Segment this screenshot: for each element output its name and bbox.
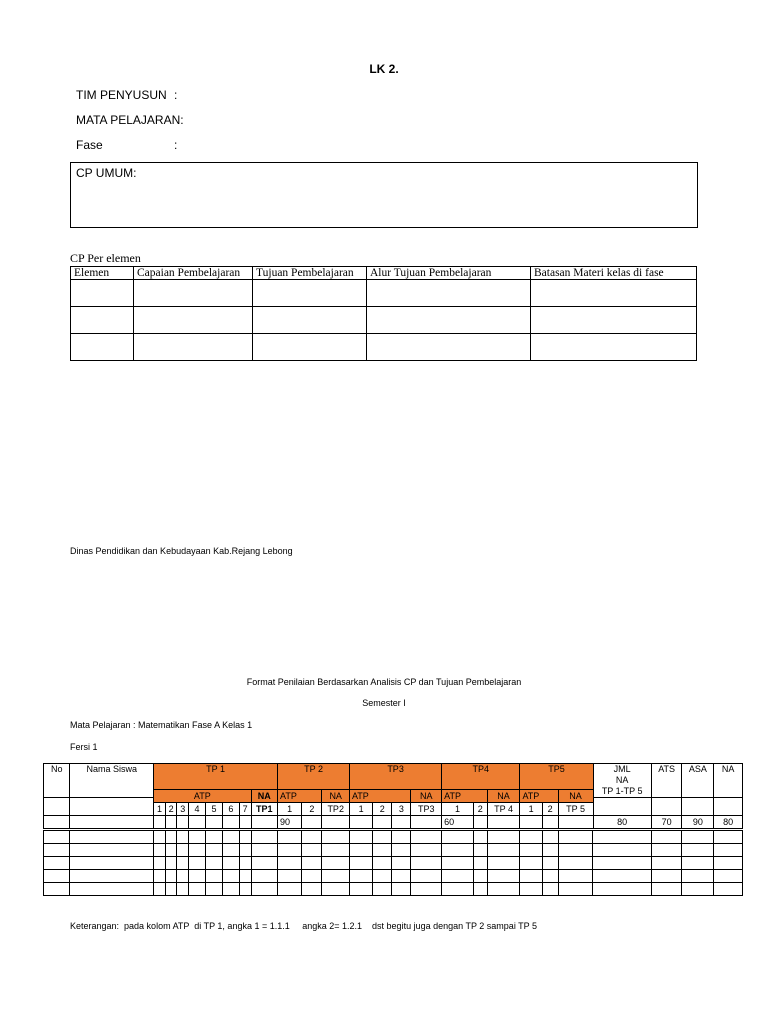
tp1-na: NA: [251, 790, 277, 803]
tp4-atp-2: 2: [473, 803, 487, 816]
tp3-atp-2: 2: [373, 803, 392, 816]
table-cell[interactable]: [322, 816, 350, 829]
table-cell[interactable]: [239, 883, 251, 896]
header-tp3: TP3: [350, 764, 442, 798]
table-cell[interactable]: [44, 831, 70, 844]
table-cell[interactable]: [70, 857, 154, 870]
table-cell[interactable]: [367, 280, 531, 307]
table-cell[interactable]: [277, 883, 301, 896]
table-cell[interactable]: [251, 844, 277, 857]
tp5-na: NA: [558, 790, 593, 803]
table-cell[interactable]: [253, 334, 367, 361]
header-na: NA: [714, 764, 743, 798]
table-cell[interactable]: [714, 883, 743, 896]
table-cell[interactable]: [373, 870, 392, 883]
table-cell[interactable]: [682, 857, 714, 870]
tp1-atp-4: 4: [189, 803, 206, 816]
table-cell[interactable]: [205, 831, 222, 844]
table-row: [44, 870, 743, 883]
table-cell[interactable]: [222, 870, 239, 883]
table-cell[interactable]: [165, 816, 177, 829]
table-cell[interactable]: [682, 844, 714, 857]
table-cell[interactable]: [714, 857, 743, 870]
table-cell[interactable]: [44, 870, 70, 883]
table-cell[interactable]: [473, 844, 487, 857]
tp1-atp-5: 5: [205, 803, 222, 816]
tp2-na-label: TP2: [322, 803, 350, 816]
table-cell[interactable]: [411, 831, 442, 844]
table-cell[interactable]: [154, 816, 166, 829]
tp5-atp-1: 1: [520, 803, 542, 816]
table-cell[interactable]: [349, 857, 372, 870]
table-cell[interactable]: [222, 857, 239, 870]
table-cell[interactable]: [392, 844, 411, 857]
table-cell[interactable]: [593, 883, 651, 896]
table-cell[interactable]: [531, 334, 697, 361]
table-cell[interactable]: [189, 883, 206, 896]
table-cell[interactable]: [651, 831, 682, 844]
table-row: [44, 844, 743, 857]
table-cell[interactable]: [367, 307, 531, 334]
table-cell[interactable]: [205, 844, 222, 857]
table-cell[interactable]: [71, 280, 134, 307]
header-jml-line2: NA: [615, 775, 629, 785]
tp2-atp: ATP: [277, 790, 321, 803]
table-cell[interactable]: [411, 870, 442, 883]
table-cell[interactable]: [251, 870, 277, 883]
tp1-atp-1: 1: [154, 803, 166, 816]
fase-colon: :: [174, 138, 178, 152]
table-cell[interactable]: [154, 831, 166, 844]
table-cell[interactable]: [651, 870, 682, 883]
table-cell[interactable]: [651, 844, 682, 857]
table-cell[interactable]: [542, 831, 558, 844]
col-tujuan: Tujuan Pembelajaran: [253, 267, 367, 280]
table-cell[interactable]: [222, 816, 239, 829]
tp3-na-label: TP3: [411, 803, 442, 816]
table-cell[interactable]: [154, 870, 166, 883]
table-cell[interactable]: [558, 844, 593, 857]
tim-penyusun-colon: :: [174, 88, 178, 102]
table-cell[interactable]: [651, 857, 682, 870]
table-cell[interactable]: [177, 844, 189, 857]
table-cell[interactable]: [239, 816, 251, 829]
page-title: LK 2.: [369, 62, 399, 76]
table-cell[interactable]: [70, 816, 154, 829]
footer-note: Dinas Pendidikan dan Kebudayaan Kab.Rejang Lebong: [70, 546, 293, 556]
table-cell[interactable]: [349, 883, 372, 896]
table-cell[interactable]: [593, 857, 651, 870]
table-cell[interactable]: [542, 844, 558, 857]
header-tp1: TP 1: [154, 764, 278, 798]
tp4-na: NA: [487, 790, 520, 803]
table-cell[interactable]: [44, 816, 70, 829]
table-cell[interactable]: [253, 307, 367, 334]
table-cell[interactable]: [531, 280, 697, 307]
col-batasan: Batasan Materi kelas di fase: [531, 267, 697, 280]
table-cell[interactable]: [367, 334, 531, 361]
table-cell[interactable]: [349, 844, 372, 857]
header-jml-line1: JML: [613, 764, 631, 774]
table-cell[interactable]: [542, 883, 558, 896]
tp3-atp-3: 3: [392, 803, 411, 816]
table-cell[interactable]: [322, 857, 350, 870]
tp5-atp: ATP: [520, 790, 558, 803]
table-cell[interactable]: [411, 844, 442, 857]
table-cell[interactable]: [411, 883, 442, 896]
table-cell[interactable]: [70, 883, 154, 896]
table-cell[interactable]: [134, 307, 253, 334]
table-cell[interactable]: [277, 844, 301, 857]
table-cell[interactable]: [302, 883, 322, 896]
table-cell[interactable]: [251, 857, 277, 870]
col-capaian: Capaian Pembelajaran: [134, 267, 253, 280]
table-cell[interactable]: [205, 816, 222, 829]
table-cell[interactable]: [651, 883, 682, 896]
table-row: [71, 307, 697, 334]
table-cell[interactable]: [239, 831, 251, 844]
table-cell[interactable]: [322, 883, 350, 896]
score-tp2-1[interactable]: 90: [277, 816, 301, 829]
table-cell[interactable]: [520, 883, 542, 896]
tp1-atp-7: 7: [239, 803, 251, 816]
table-cell[interactable]: [392, 857, 411, 870]
table-cell[interactable]: [682, 883, 714, 896]
mata-pelajaran-row: [76, 113, 184, 127]
assessment-subheader: [43, 789, 743, 829]
table-row: [44, 831, 743, 844]
assessment-note: Keterangan: pada kolom ATP di TP 1, angka 1 = 1.1.1 angka 2= 1.2.1 dst begitu juga dengan TP 2 sampai TP 5: [70, 921, 537, 931]
table-cell[interactable]: [205, 857, 222, 870]
table-cell[interactable]: [239, 844, 251, 857]
table-cell[interactable]: [473, 883, 487, 896]
table-cell[interactable]: [322, 831, 350, 844]
table-cell[interactable]: [189, 831, 206, 844]
cp-per-elemen-table: [70, 266, 697, 361]
table-cell[interactable]: [222, 883, 239, 896]
table-cell[interactable]: [442, 870, 474, 883]
table-cell[interactable]: [277, 857, 301, 870]
header-tp4: TP4: [442, 764, 520, 798]
table-cell[interactable]: [473, 816, 487, 829]
table-cell[interactable]: [349, 831, 372, 844]
table-cell[interactable]: [714, 831, 743, 844]
table-cell[interactable]: [302, 831, 322, 844]
tp3-na: NA: [411, 790, 442, 803]
table-cell[interactable]: [411, 816, 442, 829]
table-cell[interactable]: [487, 870, 520, 883]
table-cell[interactable]: [373, 857, 392, 870]
header-jml-line3: TP 1-TP 5: [601, 786, 643, 796]
header-asa: ASA: [682, 764, 714, 798]
table-cell[interactable]: [251, 816, 277, 829]
table-cell[interactable]: [189, 857, 206, 870]
table-cell[interactable]: [177, 870, 189, 883]
table-cell[interactable]: [593, 844, 651, 857]
header-nama-siswa: Nama Siswa: [70, 764, 154, 798]
table-cell[interactable]: [392, 831, 411, 844]
table-row: [44, 883, 743, 896]
tp4-atp: ATP: [442, 790, 488, 803]
table-cell[interactable]: [487, 816, 520, 829]
header-no: No: [44, 764, 70, 798]
table-cell[interactable]: [165, 844, 177, 857]
table-cell[interactable]: [165, 831, 177, 844]
table-cell[interactable]: [473, 857, 487, 870]
table-cell[interactable]: [442, 831, 474, 844]
table-cell[interactable]: [71, 334, 134, 361]
table-cell[interactable]: [373, 816, 392, 829]
table-cell[interactable]: [714, 844, 743, 857]
table-cell[interactable]: [177, 831, 189, 844]
table-cell[interactable]: [520, 844, 542, 857]
table-cell[interactable]: [322, 870, 350, 883]
assessment-empty-rows: [43, 830, 743, 896]
table-cell[interactable]: [682, 831, 714, 844]
tp1-na-label: TP1: [251, 803, 277, 816]
table-cell[interactable]: [349, 870, 372, 883]
table-cell[interactable]: [531, 307, 697, 334]
blank-no: [44, 790, 70, 816]
tp1-atp: ATP: [154, 790, 251, 803]
table-cell[interactable]: [558, 870, 593, 883]
table-cell[interactable]: [302, 870, 322, 883]
table-cell[interactable]: [593, 870, 651, 883]
cp-umum-label: CP UMUM:: [76, 166, 137, 180]
blank-ats: [651, 790, 682, 816]
table-cell[interactable]: [520, 857, 542, 870]
tp5-atp-2: 2: [542, 803, 558, 816]
table-cell[interactable]: [189, 870, 206, 883]
table-cell[interactable]: [134, 280, 253, 307]
table-cell[interactable]: [177, 857, 189, 870]
table-cell[interactable]: [411, 857, 442, 870]
table-cell[interactable]: [302, 857, 322, 870]
table-cell[interactable]: [277, 831, 301, 844]
cp-per-elemen-caption: CP Per elemen: [70, 251, 141, 265]
table-cell[interactable]: [177, 883, 189, 896]
table-cell[interactable]: [542, 870, 558, 883]
table-cell[interactable]: [558, 831, 593, 844]
table-cell[interactable]: [44, 857, 70, 870]
table-cell[interactable]: [392, 870, 411, 883]
fase-row: [76, 138, 177, 152]
table-cell[interactable]: [70, 870, 154, 883]
table-cell[interactable]: [392, 816, 411, 829]
table-cell[interactable]: [189, 816, 206, 829]
table-cell[interactable]: [520, 816, 542, 829]
table-cell[interactable]: [251, 831, 277, 844]
blank-nama: [70, 790, 154, 816]
table-cell[interactable]: [373, 844, 392, 857]
table-cell[interactable]: [70, 844, 154, 857]
tp4-atp-1: 1: [442, 803, 474, 816]
blank-asa: [682, 790, 714, 816]
score-na[interactable]: 80: [714, 816, 743, 829]
table-cell[interactable]: [487, 844, 520, 857]
table-cell[interactable]: [473, 870, 487, 883]
mata-pelajaran-label: MATA PELAJARAN:: [76, 113, 184, 127]
assessment-subject: Mata Pelajaran : Matematikan Fase A Kelas 1: [70, 720, 253, 730]
tim-penyusun-label: TIM PENYUSUN: [76, 88, 167, 102]
score-ats[interactable]: 70: [651, 816, 682, 829]
table-cell[interactable]: [487, 883, 520, 896]
table-row: [44, 857, 743, 870]
table-cell[interactable]: [558, 857, 593, 870]
table-cell[interactable]: [487, 857, 520, 870]
table-cell[interactable]: [558, 816, 593, 829]
score-jml[interactable]: 80: [593, 816, 651, 829]
table-cell[interactable]: [373, 831, 392, 844]
table-cell[interactable]: [189, 844, 206, 857]
score-tp4-1[interactable]: 60: [442, 816, 474, 829]
header-tp2: TP 2: [278, 764, 350, 798]
table-cell[interactable]: [44, 844, 70, 857]
table-cell[interactable]: [593, 831, 651, 844]
table-cell[interactable]: [487, 831, 520, 844]
table-cell[interactable]: [682, 870, 714, 883]
tp3-atp-1: 1: [349, 803, 372, 816]
table-cell[interactable]: [542, 816, 558, 829]
table-cell[interactable]: [205, 883, 222, 896]
cp-umum-box: [70, 162, 698, 228]
col-alur: Alur Tujuan Pembelajaran: [367, 267, 531, 280]
header-tp5: TP5: [520, 764, 593, 798]
table-cell[interactable]: [239, 857, 251, 870]
tp2-atp-2: 2: [302, 803, 322, 816]
table-cell[interactable]: [253, 280, 367, 307]
table-row: [71, 280, 697, 307]
table-cell[interactable]: [473, 831, 487, 844]
tp1-atp-2: 2: [165, 803, 177, 816]
table-cell[interactable]: [714, 870, 743, 883]
table-cell[interactable]: [71, 307, 134, 334]
table-row: [44, 816, 743, 829]
blank-na: [714, 790, 743, 816]
table-cell[interactable]: [392, 883, 411, 896]
tp3-atp: ATP: [349, 790, 410, 803]
table-cell[interactable]: [44, 883, 70, 896]
table-cell[interactable]: [239, 870, 251, 883]
tp1-atp-6: 6: [222, 803, 239, 816]
tp5-na-label: TP 5: [558, 803, 593, 816]
table-cell[interactable]: [558, 883, 593, 896]
table-cell[interactable]: [165, 883, 177, 896]
table-cell[interactable]: [349, 816, 372, 829]
table-cell[interactable]: [154, 883, 166, 896]
table-cell[interactable]: [302, 816, 322, 829]
blank-jml: [593, 790, 651, 816]
table-cell[interactable]: [373, 883, 392, 896]
table-cell[interactable]: [154, 857, 166, 870]
tp4-na-label: TP 4: [487, 803, 520, 816]
table-cell[interactable]: [70, 831, 154, 844]
table-cell[interactable]: [442, 883, 474, 896]
table-cell[interactable]: [154, 844, 166, 857]
table-cell[interactable]: [165, 870, 177, 883]
table-cell[interactable]: [222, 831, 239, 844]
table-cell[interactable]: [277, 870, 301, 883]
table-row: [71, 334, 697, 361]
assessment-version: Fersi 1: [70, 742, 98, 752]
assessment-semester: Semester I: [362, 698, 406, 708]
table-cell[interactable]: [520, 831, 542, 844]
header-ats: ATS: [651, 764, 682, 798]
score-asa[interactable]: 90: [682, 816, 714, 829]
table-cell[interactable]: [520, 870, 542, 883]
tp2-na: NA: [322, 790, 350, 803]
assessment-title: Format Penilaian Berdasarkan Analisis CP dan Tujuan Pembelajaran: [246, 677, 522, 687]
table-cell[interactable]: [165, 857, 177, 870]
table-cell[interactable]: [205, 870, 222, 883]
table-header-row: [71, 267, 697, 280]
table-cell[interactable]: [322, 844, 350, 857]
table-cell[interactable]: [251, 883, 277, 896]
table-cell[interactable]: [442, 857, 474, 870]
tim-penyusun-row: [76, 88, 177, 102]
fase-label: Fase: [76, 138, 103, 152]
table-cell[interactable]: [302, 844, 322, 857]
table-cell[interactable]: [542, 857, 558, 870]
tp1-atp-3: 3: [177, 803, 189, 816]
table-cell[interactable]: [177, 816, 189, 829]
table-cell[interactable]: [222, 844, 239, 857]
table-cell[interactable]: [442, 844, 474, 857]
tp2-atp-1: 1: [277, 803, 301, 816]
table-cell[interactable]: [134, 334, 253, 361]
col-elemen: Elemen: [71, 267, 134, 280]
